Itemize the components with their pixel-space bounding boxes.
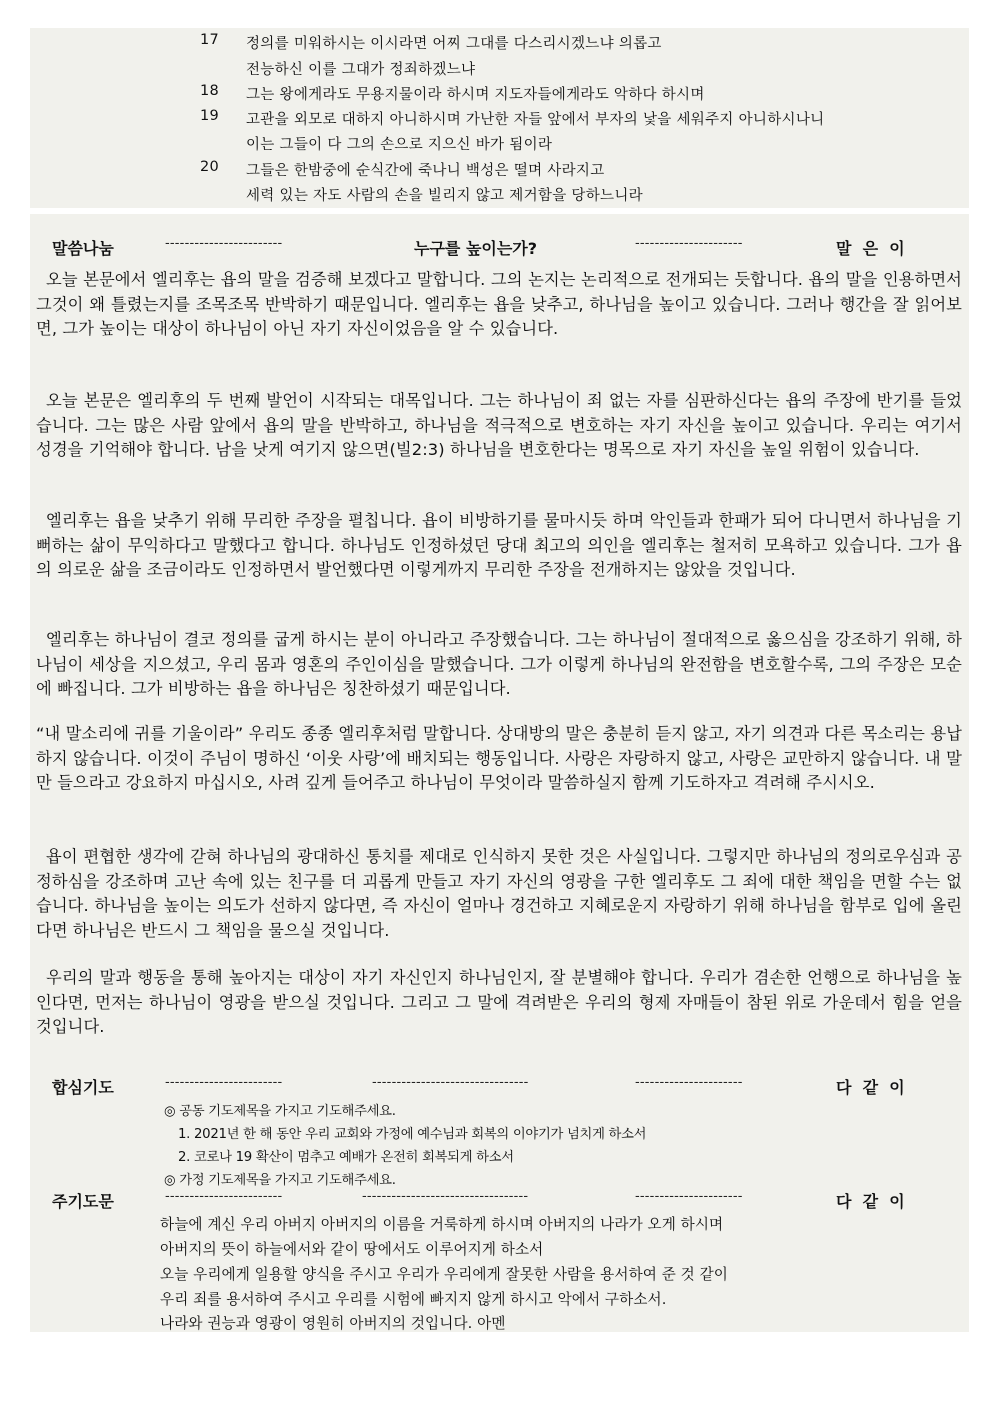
sermon-section-label: 말씀나눔	[52, 239, 114, 258]
verse-line: 전능하신 이를 그대가 정죄하겠느냐	[246, 62, 476, 78]
verse-number: 20	[200, 159, 220, 175]
prayer-item: 2. 코로나 19 확산이 멈추고 예배가 온전히 회복되게 하소서	[178, 1150, 514, 1165]
dash-separator: ------------------------	[165, 1189, 283, 1204]
family-prayer-note: ◎ 가정 기도제목을 가지고 기도해주세요.	[164, 1173, 396, 1188]
sermon-paragraph: 욥이 편협한 생각에 갇혀 하나님의 광대하신 통치를 제대로 인식하지 못한 것은 사실입니다. 그렇지만 하나님의 정의로우심과 공정하심을 강조하며 고난 속에 있는 친구를 더 괴롭게 만들고 자기 자신의 영광을 구한 엘리후도 그 죄에 대한 책임을 면할 수는 없습니다. 하나님을 높이는 의도가 선하지 않다면, 즉 자신이 얼마나 경건하고 지혜로운지 자랑하기 위해 하나님을 함부로 입에 올린다면 하나님은 반드시 그 책임을 물으실 것입니다.	[36, 847, 962, 940]
lords-prayer-line: 우리 죄를 용서하여 주시고 우리를 시험에 빠지지 않게 하시고 악에서 구하소서.	[160, 1291, 667, 1308]
verse-number: 17	[200, 32, 220, 48]
dash-separator: --------------------------------	[372, 1075, 529, 1090]
sermon-paragraph: “내 말소리에 귀를 기울이라” 우리도 종종 엘리후처럼 말합니다. 상대방의 말은 충분히 듣지 않고, 자기 의견과 다른 목소리는 용납하지 않습니다. 이것이 주님이 명하신 ‘이웃 사랑’에 배치되는 행동입니다. 사랑은 자랑하지 않고, 사랑은 교만하지 않습니다. 내 말만 들으라고 강요하지 마십시오, 사려 깊게 들어주고 하나님이 무엇이라 말씀하실지 함께 기도하자고 격려해 주시시오.	[36, 724, 962, 793]
lords-prayer-line: 아버지의 뜻이 하늘에서와 같이 땅에서도 이루어지게 하소서	[160, 1241, 544, 1258]
sermon-panel	[30, 214, 969, 1332]
lords-prayer-line: 나라와 권능과 영광이 영원히 아버지의 것입니다. 아멘	[160, 1315, 506, 1332]
sermon-paragraph: 엘리후는 하나님이 결코 정의를 굽게 하시는 분이 아니라고 주장했습니다. 그는 하나님이 절대적으로 옳으심을 강조하기 위해, 하나님이 세상을 지으셨고, 우리 몸과 영혼의 주인이심을 말했습니다. 그가 이렇게 하나님의 완전함을 변호할수록, 그의 주장은 모순에 빠집니다. 그가 비방하는 욥을 하나님은 칭찬하셨기 때문입니다.	[36, 630, 962, 699]
verse-line: 이는 그들이 다 그의 손으로 지으신 바가 됨이라	[246, 137, 553, 153]
sermon-title: 누구를 높이는가?	[414, 239, 538, 258]
prayer-section-label: 합심기도	[52, 1078, 114, 1097]
sermon-paragraph: 엘리후는 욥을 낮추기 위해 무리한 주장을 펼칩니다. 욥이 비방하기를 물마시듯 하며 악인들과 한패가 되어 다니면서 하나님을 기뻐하는 삶이 무익하다고 말했다고 합니다. 하나님도 인정하셨던 당대 최고의 의인을 엘리후는 철저히 모욕하고 있습니다. 그가 욥의 의로운 삶을 조금이라도 인정하면서 발언했다면 이렇게까지 무리한 주장을 전개하지는 않았을 것입니다.	[36, 511, 962, 580]
verse-line: 정의를 미워하시는 이시라면 어찌 그대를 다스리시겠느냐 의롭고	[246, 36, 662, 52]
lords-prayer-line: 오늘 우리에게 일용할 양식을 주시고 우리가 우리에게 잘못한 사람을 용서하여 준 것 같이	[160, 1266, 728, 1283]
dash-separator: ----------------------	[635, 1189, 743, 1204]
verse-line: 그들은 한밤중에 순식간에 죽나니 백성은 떨며 사라지고	[246, 163, 605, 179]
sermon-paragraph: 우리의 말과 행동을 통해 높아지는 대상이 자기 자신인지 하나님인지, 잘 분별해야 합니다. 우리가 겸손한 언행으로 하나님을 높인다면, 먼저는 하나님이 영광을 받으실 것입니다. 그리고 그 말에 격려받은 우리의 형제 자매들이 참된 위로 가운데서 힘을 얻을 것입니다.	[36, 968, 962, 1037]
prayer-item: 1. 2021년 한 해 동안 우리 교회와 가정에 예수님과 회복의 이야기가 넘치게 하소서	[178, 1127, 647, 1142]
verse-line: 그는 왕에게라도 무용지물이라 하시며 지도자들에게라도 악하다 하시며	[246, 87, 705, 103]
lords-prayer-leader: 다 같 이	[836, 1192, 905, 1211]
prayer-intro: ◎ 공동 기도제목을 가지고 기도해주세요.	[164, 1104, 396, 1119]
dash-separator: ------------------------	[165, 1075, 283, 1090]
verse-line: 고관을 외모로 대하지 아니하시며 가난한 자들 앞에서 부자의 낯을 세워주지 아니하시나니	[246, 112, 825, 128]
verse-number: 19	[200, 108, 220, 124]
prayer-leader: 다 같 이	[836, 1078, 905, 1097]
verse-number: 18	[200, 83, 220, 99]
sermon-leader: 말 은 이	[836, 239, 905, 258]
lords-prayer-section-label: 주기도문	[52, 1192, 114, 1211]
sermon-paragraph: 오늘 본문에서 엘리후는 욥의 말을 검증해 보겠다고 말합니다. 그의 논지는 논리적으로 전개되는 듯합니다. 욥의 말을 인용하면서 그것이 왜 틀렸는지를 조목조목 반박하기 때문입니다. 엘리후는 욥을 낮추고, 하나님을 높이고 있습니다. 그러나 행간을 잘 읽어보면, 그가 높이는 대상이 하나님이 아닌 자기 자신이었음을 알 수 있습니다.	[36, 270, 962, 339]
lords-prayer-line: 하늘에 계신 우리 아버지 아버지의 이름을 거룩하게 하시며 아버지의 나라가 오게 하시며	[160, 1216, 724, 1233]
scripture-panel	[30, 28, 969, 208]
dash-separator: ------------------------	[165, 236, 283, 251]
dash-separator: ----------------------	[635, 236, 743, 251]
dash-separator: ----------------------------------	[362, 1189, 529, 1204]
verse-line: 세력 있는 자도 사람의 손을 빌리지 않고 제거함을 당하느니라	[246, 188, 643, 204]
sermon-paragraph: 오늘 본문은 엘리후의 두 번째 발언이 시작되는 대목입니다. 그는 하나님이 죄 없는 자를 심판하신다는 욥의 주장에 반기를 들었습니다. 그는 많은 사람 앞에서 욥의 말을 반박하고, 하나님을 적극적으로 변호하는 자기 자신을 높이고 있습니다. 우리는 여기서 성경을 기억해야 합니다. 남을 낫게 여기지 않으면(빌2:3) 하나님을 변호한다는 명목으로 자기 자신을 높일 위험이 있습니다.	[36, 391, 962, 460]
dash-separator: ----------------------	[635, 1075, 743, 1090]
